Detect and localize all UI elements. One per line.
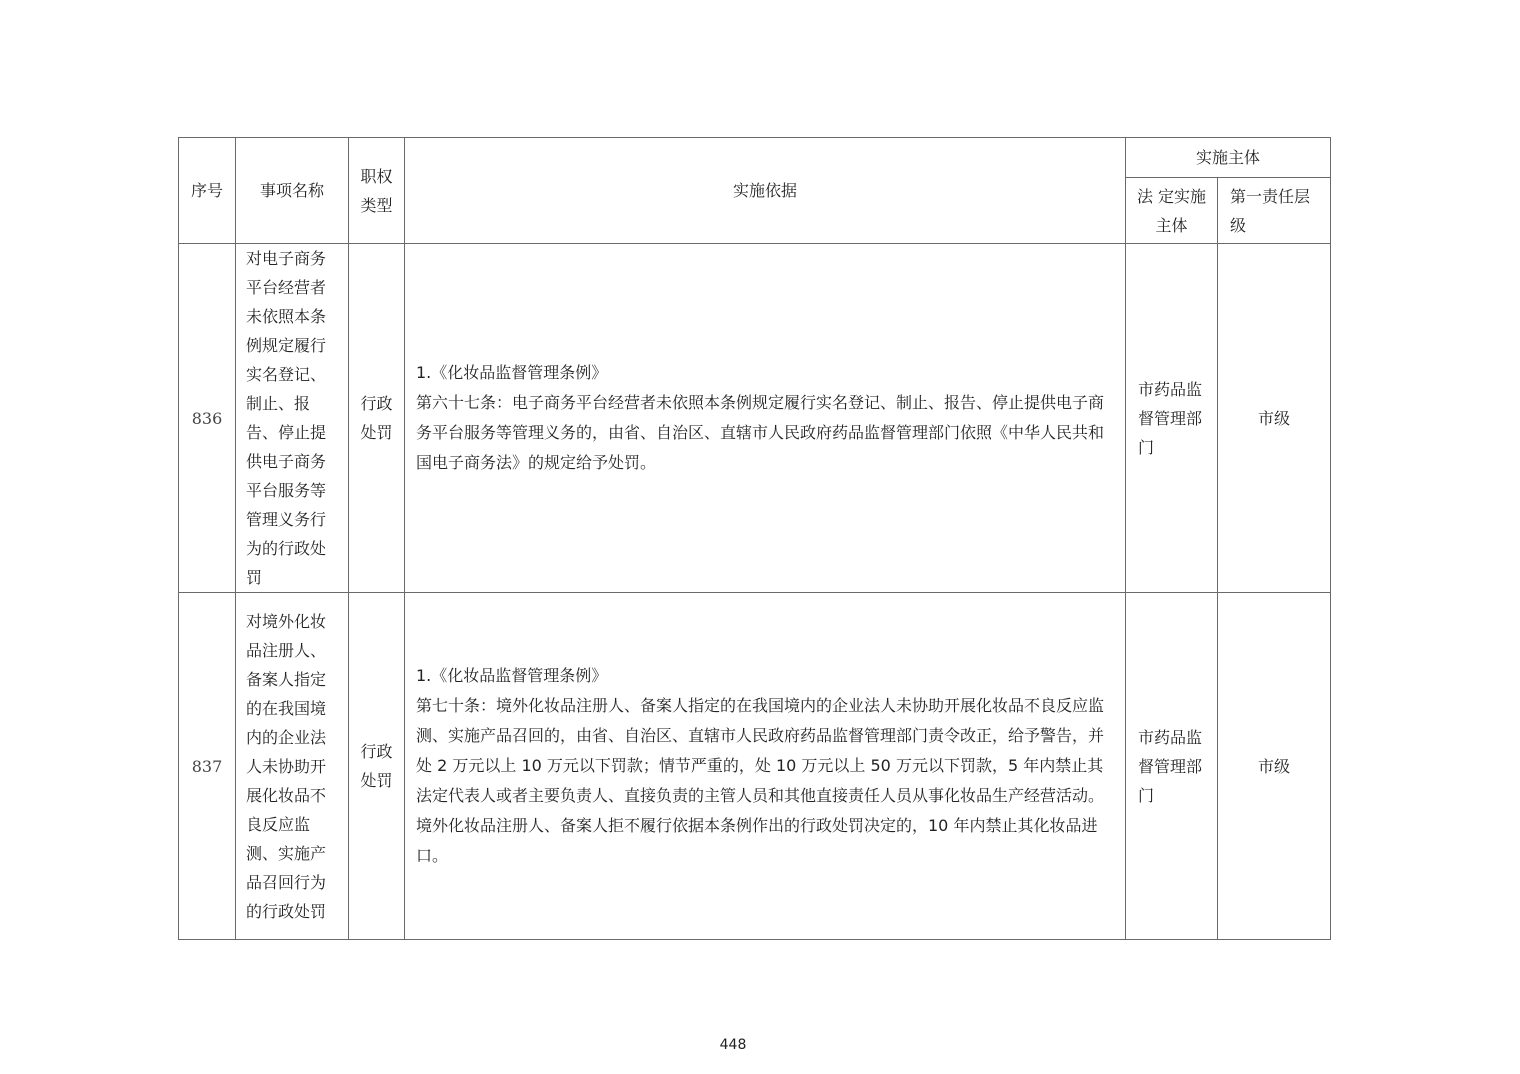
- row-responsibility-level: 市级: [1218, 244, 1331, 593]
- header-subject-group: 实施主体: [1126, 138, 1331, 178]
- basis-title: 1.《化妆品监督管理条例》: [416, 666, 608, 685]
- header-first-responsibility: 第一责任层级: [1218, 178, 1331, 244]
- row-basis: [405, 593, 1126, 940]
- row-power-type: 行政处罚: [349, 593, 405, 940]
- header-row-1: [179, 138, 1331, 178]
- table-row: [179, 593, 1331, 940]
- page-number: 448: [719, 1037, 747, 1053]
- basis-text-2: 境外化妆品注册人、备案人拒不履行依据本条例作出的行政处罚决定的，10 年内禁止其化妆品进口。: [416, 816, 1098, 865]
- header-type: 职权类型: [349, 138, 405, 244]
- row-legal-subject: 市药品监督管理部门: [1126, 593, 1218, 940]
- basis-title: 1.《化妆品监督管理条例》: [416, 363, 608, 382]
- header-no: 序号: [179, 138, 236, 244]
- row-power-type: 行政处罚: [349, 244, 405, 593]
- header-legal-subject: 法 定实施主体: [1126, 178, 1218, 244]
- row-responsibility-level: 市级: [1218, 593, 1331, 940]
- row-basis: [405, 244, 1126, 593]
- row-item-name: 对境外化妆品注册人、备案人指定的在我国境内的企业法人未协助开展化妆品不良反应监测、实施产品召回行为的行政处罚: [236, 593, 349, 940]
- header-name: 事项名称: [236, 138, 349, 244]
- row-number: 836: [179, 244, 236, 593]
- basis-text: 第七十条：境外化妆品注册人、备案人指定的在我国境内的企业法人未协助开展化妆品不良反应监测、实施产品召回的，由省、自治区、直辖市人民政府药品监督管理部门责令改正，给予警告，并处 2 万元以上 10 万元以下罚款；情节严重的，处 10 万元以上 50 万元以下罚款，5 年内禁止其法定代表人或者主要负责人、直接负责的主管人员和其他直接责任人员从事化妆品生产经营活动。: [416, 696, 1105, 805]
- header-basis: 实施依据: [405, 138, 1126, 244]
- row-item-name: 对电子商务平台经营者未依照本条例规定履行实名登记、制止、报告、停止提供电子商务平台服务等管理义务行为的行政处罚: [236, 244, 349, 593]
- basis-text: 第六十七条：电子商务平台经营者未依照本条例规定履行实名登记、制止、报告、停止提供电子商务平台服务等管理义务的，由省、自治区、直辖市人民政府药品监督管理部门依照《中华人民共和国电子商务法》的规定给予处罚。: [416, 393, 1105, 472]
- enforcement-table: [178, 137, 1331, 940]
- table-row: [179, 244, 1331, 593]
- row-legal-subject: 市药品监督管理部门: [1126, 244, 1218, 593]
- row-number: 837: [179, 593, 236, 940]
